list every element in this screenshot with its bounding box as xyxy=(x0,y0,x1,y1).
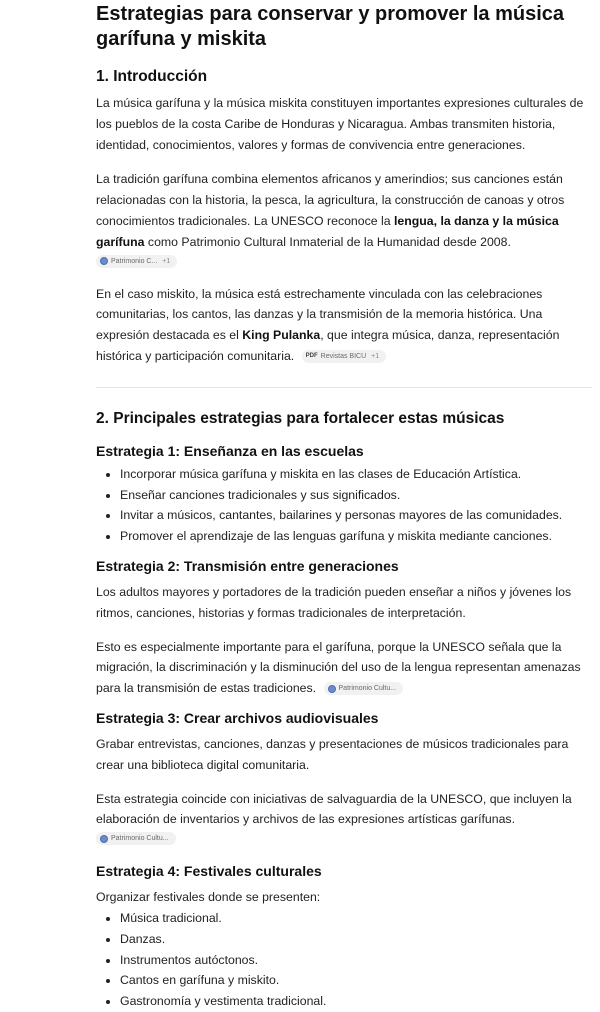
section-heading-strategies: 2. Principales estrategias para fortalecer estas músicas xyxy=(96,409,505,427)
list-item: • Enseñar canciones tradicionales y sus significados. xyxy=(120,485,592,506)
list-item: • Música tradicional. xyxy=(120,908,592,929)
list-item: • Invitar a músicos, cantantes, bailarines y personas mayores de las comunidades. xyxy=(120,505,592,526)
pdf-icon: PDF xyxy=(305,353,318,360)
globe-icon xyxy=(100,835,108,843)
strategy-2-paragraph-1: Los adultos mayores y portadores de la tradición pueden enseñar a niños y jóvenes los ritmos, canciones, historias y formas tradicionales de interpretación. xyxy=(96,584,572,620)
strategy-heading-3: Estrategia 3: Crear archivos audiovisuales xyxy=(96,709,379,726)
list-item: • Gastronomía y vestimenta tradicional. xyxy=(120,991,592,1012)
source-chip-label: Patrimonio C... xyxy=(111,257,158,265)
source-chip-count: +1 xyxy=(162,257,171,265)
paragraph-text: , que integra música, danza, representación histórica y participación comunitaria. xyxy=(96,328,560,363)
source-chip-label: Patrimonio Cultu... xyxy=(338,685,397,693)
bold-text: lengua, la danza y la música garífuna xyxy=(96,213,559,249)
paragraph-text: La tradición garífuna combina elementos africanos y amerindios; sus canciones están relacionadas con la historia, la pesca, la agricultura, la construcción de canoas y otros conocimientos tradicionales. La UNESCO reconoce la xyxy=(96,172,565,228)
source-chip-label: Patrimonio Cultu... xyxy=(111,835,169,843)
section-divider xyxy=(96,387,592,388)
paragraph-text: como Patrimonio Cultural Inmaterial de la Humanidad desde 2008. xyxy=(144,234,511,249)
paragraph-intro-1: La música garífuna y la música miskita constituyen importantes expresiones culturales de los pueblos de la costa Caribe de Honduras y Nicaragua. Ambas transmiten historia, identidad, conocimientos, valores y formas de convivencia entre generaciones. xyxy=(96,96,584,152)
list-item: • Instrumentos autóctonos. xyxy=(120,950,592,971)
strategy-4-paragraph: Organizar festivales donde se presenten: xyxy=(96,890,321,905)
source-chip[interactable] xyxy=(302,350,387,363)
strategy-4-list xyxy=(96,908,592,1012)
paragraph-text: Esto es especialmente importante para el garífuna, porque la UNESCO señala que la migración, la discriminación y la disminución del uso de la lengua representan amenazas para la transmisión de estas tradiciones. xyxy=(96,639,581,696)
strategy-heading-4: Estrategia 4: Festivales culturales xyxy=(96,863,322,880)
page-title: Estrategias para conservar y promover la música garífuna y miskita xyxy=(96,3,565,50)
globe-icon xyxy=(328,685,336,693)
source-chip[interactable] xyxy=(324,682,404,695)
strategy-2-paragraph-2 xyxy=(96,637,592,699)
list-item: • Incorporar música garífuna y miskita en las clases de Educación Artística. xyxy=(120,464,592,485)
paragraph-text: En el caso miskito, la música está estrechamente vinculada con las celebraciones comunitarias, los cantos, las danzas y la transmisión de la memoria histórica. Una expresión destacada es el xyxy=(96,286,543,343)
globe-icon xyxy=(100,257,108,265)
source-chip-count: +1 xyxy=(371,353,380,361)
strategy-3-paragraph-1: Grabar entrevistas, canciones, danzas y presentaciones de músicos tradicionales para crear una biblioteca digital comunitaria. xyxy=(96,736,569,772)
strategy-1-list xyxy=(96,464,592,547)
strategy-heading-1: Estrategia 1: Enseñanza en las escuelas xyxy=(96,442,364,459)
section-heading-intro: 1. Introducción xyxy=(96,68,208,85)
source-chip[interactable] xyxy=(96,832,176,845)
list-item: • Cantos en garífuna y miskito. xyxy=(120,970,592,991)
source-chip[interactable] xyxy=(96,255,177,268)
paragraph-intro-2 xyxy=(96,169,592,252)
list-item: • Danzas. xyxy=(120,929,592,950)
strategy-3-paragraph-2: Esta estrategia coincide con iniciativas de salvaguardia de la UNESCO, que incluyen la elaboración de inventarios y archivos de las expresiones artísticas garífunas. xyxy=(96,791,572,827)
list-item: • Promover el aprendizaje de las lenguas garífuna y miskita mediante canciones. xyxy=(120,526,592,547)
bold-text: King Pulanka xyxy=(242,328,321,343)
paragraph-intro-3 xyxy=(96,284,592,367)
source-chip-label: Revistas BICU xyxy=(320,353,367,361)
strategy-heading-2: Estrategia 2: Transmisión entre generaciones xyxy=(96,557,399,574)
